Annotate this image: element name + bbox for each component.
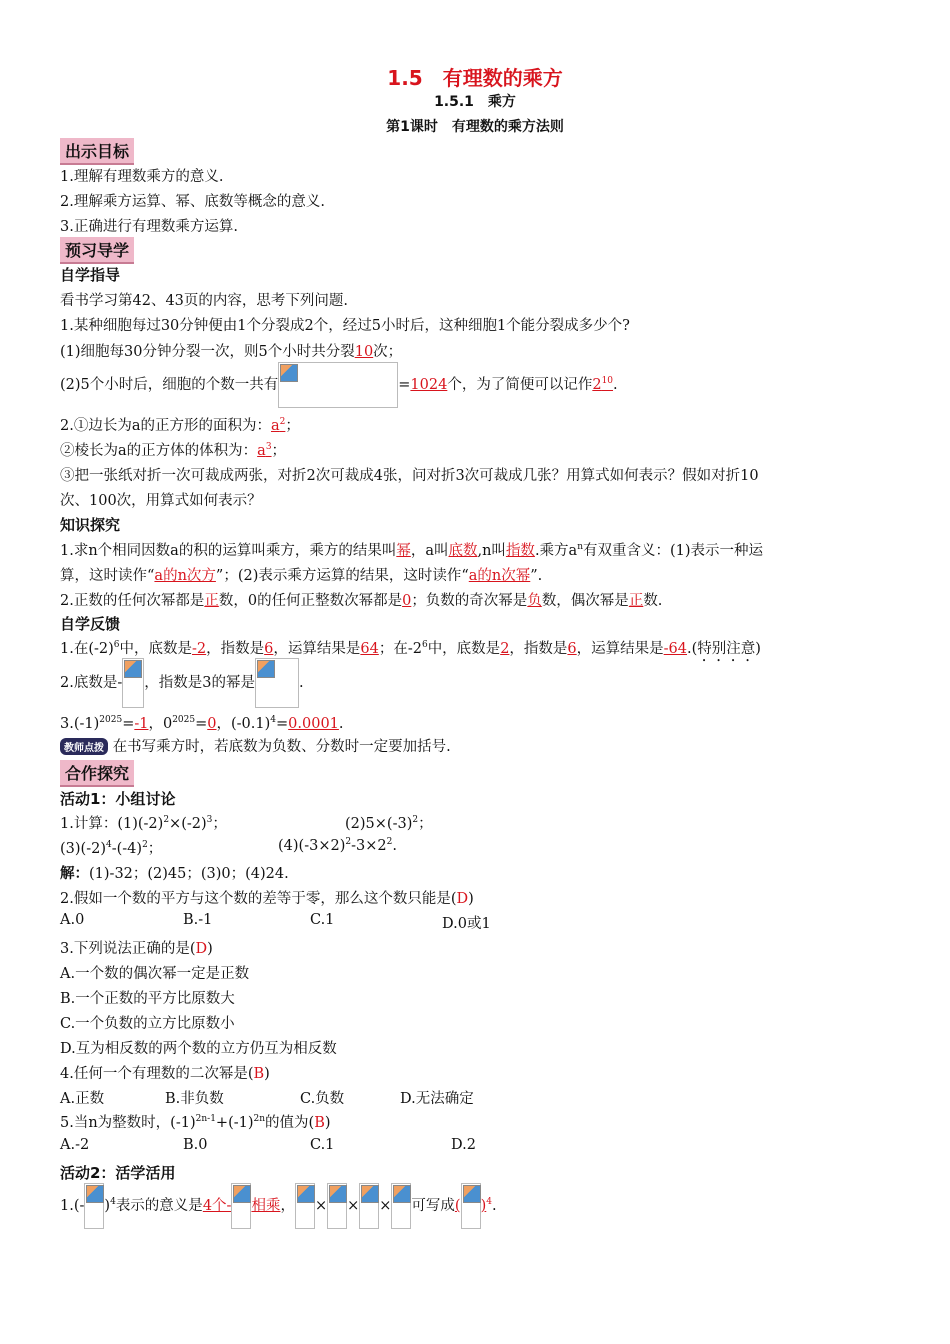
- section-tag-coop: 合作探究: [60, 760, 134, 787]
- section-subtitle: 1.5.1 乘方: [434, 94, 516, 110]
- teacher-badge: 教师点拨: [60, 738, 108, 755]
- option: D.互为相反数的两个数的立方仍互为相反数: [60, 1041, 337, 1057]
- knowledge-2: 2.正数的任何次幂都是正数，0的任何正整数次幂都是0；负数的奇次幂是负数，偶次幂是正数.: [60, 593, 663, 609]
- section-tag-preview: 预习导学: [60, 237, 134, 264]
- question-2c-line1: ③把一张纸对折一次可裁成两张，对折2次可裁成4张，问对折3次可裁成几张？用算式如何表示？假如对折10: [60, 468, 759, 484]
- option: B.一个正数的平方比原数大: [60, 991, 235, 1007]
- image-placeholder: [122, 658, 144, 708]
- image-placeholder: [295, 1183, 315, 1229]
- option: D.0或1: [442, 916, 491, 932]
- choice-q4: 4.任何一个有理数的二次幂是(B): [60, 1066, 270, 1082]
- question-1: 1.某种细胞每过30分钟便由1个分裂成2个，经过5小时后，这种细胞1个能分裂成多少个?: [60, 318, 630, 334]
- calc-line-2b: $(4)(-3\times 2)^2-3\times 2^2$.: [278, 837, 397, 854]
- heading-explore: 知识探究: [60, 516, 121, 534]
- option: D.无法确定: [400, 1091, 474, 1107]
- option: A.正数: [60, 1091, 105, 1107]
- image-placeholder: [327, 1183, 347, 1229]
- heading-self-guide: 自学指导: [60, 266, 121, 284]
- heading-activity-1: 活动1：小组讨论: [60, 790, 176, 808]
- page-title: 1.5 有理数的乘方: [387, 66, 563, 90]
- knowledge-1-line1: 1.求n个相同因数a的积的运算叫乘方，乘方的结果叫幂，a叫底数,n叫指数.乘方$a^n$有双重含义：(1)表示一种运: [60, 542, 764, 559]
- option: C.1: [310, 1137, 335, 1153]
- feedback-1: 1.在$(-2)^6$中，底数是-2，指数是6，运算结果是64；在$-2^6$中，底数是2，指数是6，运算结果是-64.(特别注意): [60, 640, 761, 657]
- solution: 解：(1)-32；(2)45；(3)0；(4)24.: [60, 865, 289, 882]
- guide-intro: 看书学习第42、43页的内容，思考下列问题.: [60, 293, 349, 309]
- lesson-subtitle: 第1课时 有理数的乘方法则: [386, 119, 564, 135]
- activity-2-q1: 1.(- )$^4$表示的意义是4个- 相乘， × × × 可写成( )$^4$.: [60, 1183, 497, 1229]
- feedback-2: 2.底数是- ，指数是3的幂是 .: [60, 658, 304, 708]
- option: C.一个负数的立方比原数小: [60, 1016, 235, 1032]
- question-2a: 2.①边长为a的正方形的面积为：$a^2$；: [60, 417, 300, 434]
- image-placeholder: [231, 1183, 251, 1229]
- goal-item: 2.理解乘方运算、幂、底数等概念的意义.: [60, 194, 325, 210]
- section-tag-goals: 出示目标: [60, 138, 134, 165]
- heading-feedback: 自学反馈: [60, 615, 121, 633]
- option: C.负数: [300, 1091, 345, 1107]
- option: B.-1: [183, 912, 213, 928]
- image-placeholder: [359, 1183, 379, 1229]
- answer: 10: [354, 344, 374, 360]
- goal-item: 3.正确进行有理数乘方运算.: [60, 219, 238, 235]
- option: A.一个数的偶次幂一定是正数: [60, 966, 250, 982]
- option: D.2: [451, 1137, 476, 1153]
- goal-item: 1.理解有理数乘方的意义.: [60, 169, 224, 185]
- question-1a: (1)细胞每30分钟分裂一次，则5个小时共分裂10次；: [60, 344, 403, 360]
- question-2b: ②棱长为a的正方体的体积为：$a^3$；: [60, 442, 287, 459]
- calc-line-1: 1.计算：$(1)(-2)^2\times(-2)^3$；: [60, 815, 227, 832]
- option: A.-2: [60, 1137, 90, 1153]
- question-2c-line2: 次、100次，用算式如何表示？: [60, 493, 262, 509]
- calc-line-2: $(3)(-2)^4-(-4)^2$；: [60, 840, 163, 857]
- image-placeholder: [391, 1183, 411, 1229]
- image-placeholder: [255, 658, 299, 708]
- question-1b: (2)5个小时后，细胞的个数一共有 =1024个，为了简便可以记作$2^{10}$.: [60, 362, 618, 408]
- image-placeholder: [461, 1183, 481, 1229]
- option: B.非负数: [165, 1091, 224, 1107]
- choice-q2: 2.假如一个数的平方与这个数的差等于零，那么这个数只能是(D): [60, 891, 474, 907]
- choice-q5: 5.当n为整数时，$(-1)^{2n-1}+(-1)^{2n}$的值为(B): [60, 1114, 331, 1131]
- heading-activity-2: 活动2：活学活用: [60, 1164, 176, 1182]
- feedback-3: $3.(-1)^{2025}=-1$，$0^{2025}=0$，$(-0.1)^4=0.0001$.: [60, 715, 344, 732]
- knowledge-1-line2: 算，这时读作“a的n次方”；(2)表示乘方运算的结果，这时读作“a的n次幂”.: [60, 568, 543, 584]
- choice-q3: 3.下列说法正确的是(D): [60, 941, 213, 957]
- option: A.0: [60, 912, 85, 928]
- calc-line-1b: $(2)5\times(-3)^2$；: [345, 815, 433, 832]
- image-placeholder: [84, 1183, 104, 1229]
- option: B.0: [183, 1137, 208, 1153]
- image-placeholder: [278, 362, 398, 408]
- option: C.1: [310, 912, 335, 928]
- teacher-tip: 教师点拨 在书写乘方时，若底数为负数、分数时一定要加括号.: [60, 735, 451, 756]
